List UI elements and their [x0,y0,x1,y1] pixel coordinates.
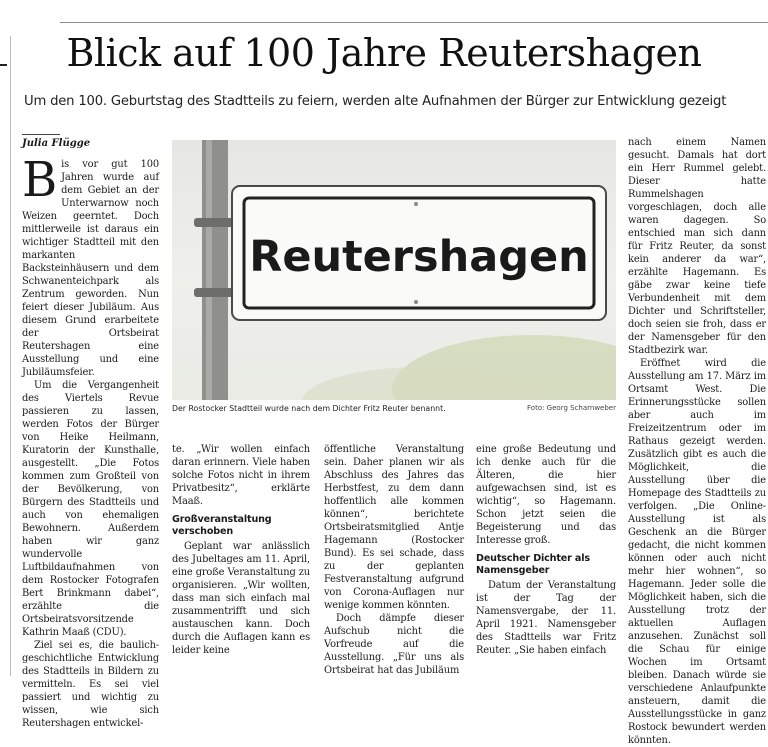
byline-rule [22,134,60,135]
paragraph: nach einem Namen gesucht. Damals hat dort ein Herr Rummel gelebt. Dieser hatte Rummelshagen vorgeschlagen, doch alle waren dagegen. So entschied man sich dann für Fritz Reuter, da sonst kein anderer da war“, erzählte Hagemann. Es gäbe zwar keine tiefe Verbundenheit mit dem Dichter und Schriftsteller, doch seien sie froh, dass er der Namensgeber für den Stadtbezirk war. [628,137,766,356]
paragraph: Doch dämpfe dieser Aufschub nicht die Vorfreude auf die Ausstellung. „Für uns als Ortsbeirat hat das Jubiläum [324,613,464,676]
page-edge-rule [0,36,11,676]
photo-credit: Foto: Georg Scharnweber [527,404,616,412]
column-3 [324,443,464,677]
paragraph: Geplant war anlässlich des Jubeltages am 11. April, eine große Veranstaltung zu organisieren. „Wir wollten, dass man sich einfach mal zusammentrifft und sich austauschen kann. Doch durch die Auflagen kann es leider keine [172,541,310,656]
subheadline: Um den 100. Geburtstag des Stadtteils zu feiern, werden alte Aufnahmen der Bürger zur Entwicklung gezeigt [24,94,727,109]
paragraph: Ziel sei es, die baulich-geschichtliche Entwicklung des Stadtteils in Bildern zu vermitteln. Es sei viel passiert und wichtig zu wissen, wie sich Reutershagen entwickel- [22,640,159,729]
subheading: Großveranstaltung verschoben [172,514,272,537]
paragraph: Eröffnet wird die Ausstellung am 17. März im Ortsamt West. Die Erinnerungsstücke sollen aber auch im Freizeitzentrum oder im Rathaus gezeigt werden. Zusätzlich gibt es auch die Möglichkeit, die Ausstellung über die Homepage des Stadtteils zu verfolgen. „Die Online-Ausstellung ist als Geschenk an die Bürger gedacht, die nicht kommen können oder auch nicht mehr hier wohnen“, so Hagemann. Jeder solle die Möglichkeit haben, sich die Ausstellung trotz der aktuellen Auflagen anzusehen. Zunächst soll die Schau für einige Wochen im Ortsamt bleiben. Danach würde sie verschiedene Anlaufpunkte ansteuern, damit die Ausstellungsstücke in ganz Rostock bewundert werden könnten. [628,358,766,746]
top-rule [60,22,768,23]
column-2 [172,443,310,657]
byline: Julia Flügge [22,138,91,149]
street-sign-photo [172,140,616,400]
drop-cap: B [22,152,58,208]
subheading: Deutscher Dichter als Namensgeber [476,553,590,576]
headline: Blick auf 100 Jahre Reutershagen [66,31,702,75]
paragraph: te. „Wir wollen einfach daran erinnern. Viele haben solche Fotos nicht in ihrem Privatbesitz“, erklärte Maaß. [172,444,310,507]
photo-caption [172,404,616,413]
sign-illustration [172,140,616,400]
paragraph: Datum der Veranstaltung ist der Tag der Namensvergabe, der 11. April 1921. Namensgeber des Stadtteils war Fritz Reuter. „Sie haben einfach [476,580,616,656]
paragraph: Um die Vergangenheit des Viertels Revue passieren zu lassen, werden Fotos der Bürger von Heike Heilmann, Kuratorin der Kunsthalle, ausgestellt. „Die Fotos kommen zum Großteil von der Bevölkerung, von Bürgern des Stadtteils und auch von ehemaligen Bewohnern. Außerdem haben wir ganz wundervolle Luftbildaufnahmen von dem Rostocker Fotografen Bert Brinkmann dabei“, erzählte die Ortsbeiratsvorsitzende Kathrin Maaß (CDU). [22,380,159,638]
sign-text: Reutershagen [249,232,589,282]
column-1 [22,152,159,730]
paragraph: eine große Bedeutung und ich denke auch für die Älteren, die hier aufgewachsen sind, ist es wichtig“, so Hagemann. Schon jetzt seien die Begeisterung und das Interesse groß. [476,444,616,546]
paragraph: öffentliche Veranstaltung sein. Daher planen wir als Abschluss des Jahres das Herbstfest, zu dem dann hoffentlich alle kommen können“, berichtete Ortsbeiratsmitglied Antje Hagemann (Rostocker Bund). Es sei schade, dass zu der geplanten Festveranstaltung aufgrund von Corona-Auflagen nur wenige kommen könnten. [324,444,464,611]
paragraph: is vor gut 100 Jahren wurde auf dem Gebiet an der Unterwarnow noch Weizen geerntet. Doch mittlerweile ist daraus ein wichtiger Stadtteil mit den markanten Backsteinhäusern und dem Schwanenteichpark als Zentrum geworden. Nun feiert dieser Jubiläum. Aus diesem Grund erarbeitete der Ortsbeirat Reutershagen eine Ausstellung und eine Jubiläumsfeier. [22,159,159,378]
column-4 [476,443,616,657]
caption-text: Der Rostocker Stadtteil wurde nach dem Dichter Fritz Reuter benannt. [172,404,446,413]
column-5 [628,136,766,747]
